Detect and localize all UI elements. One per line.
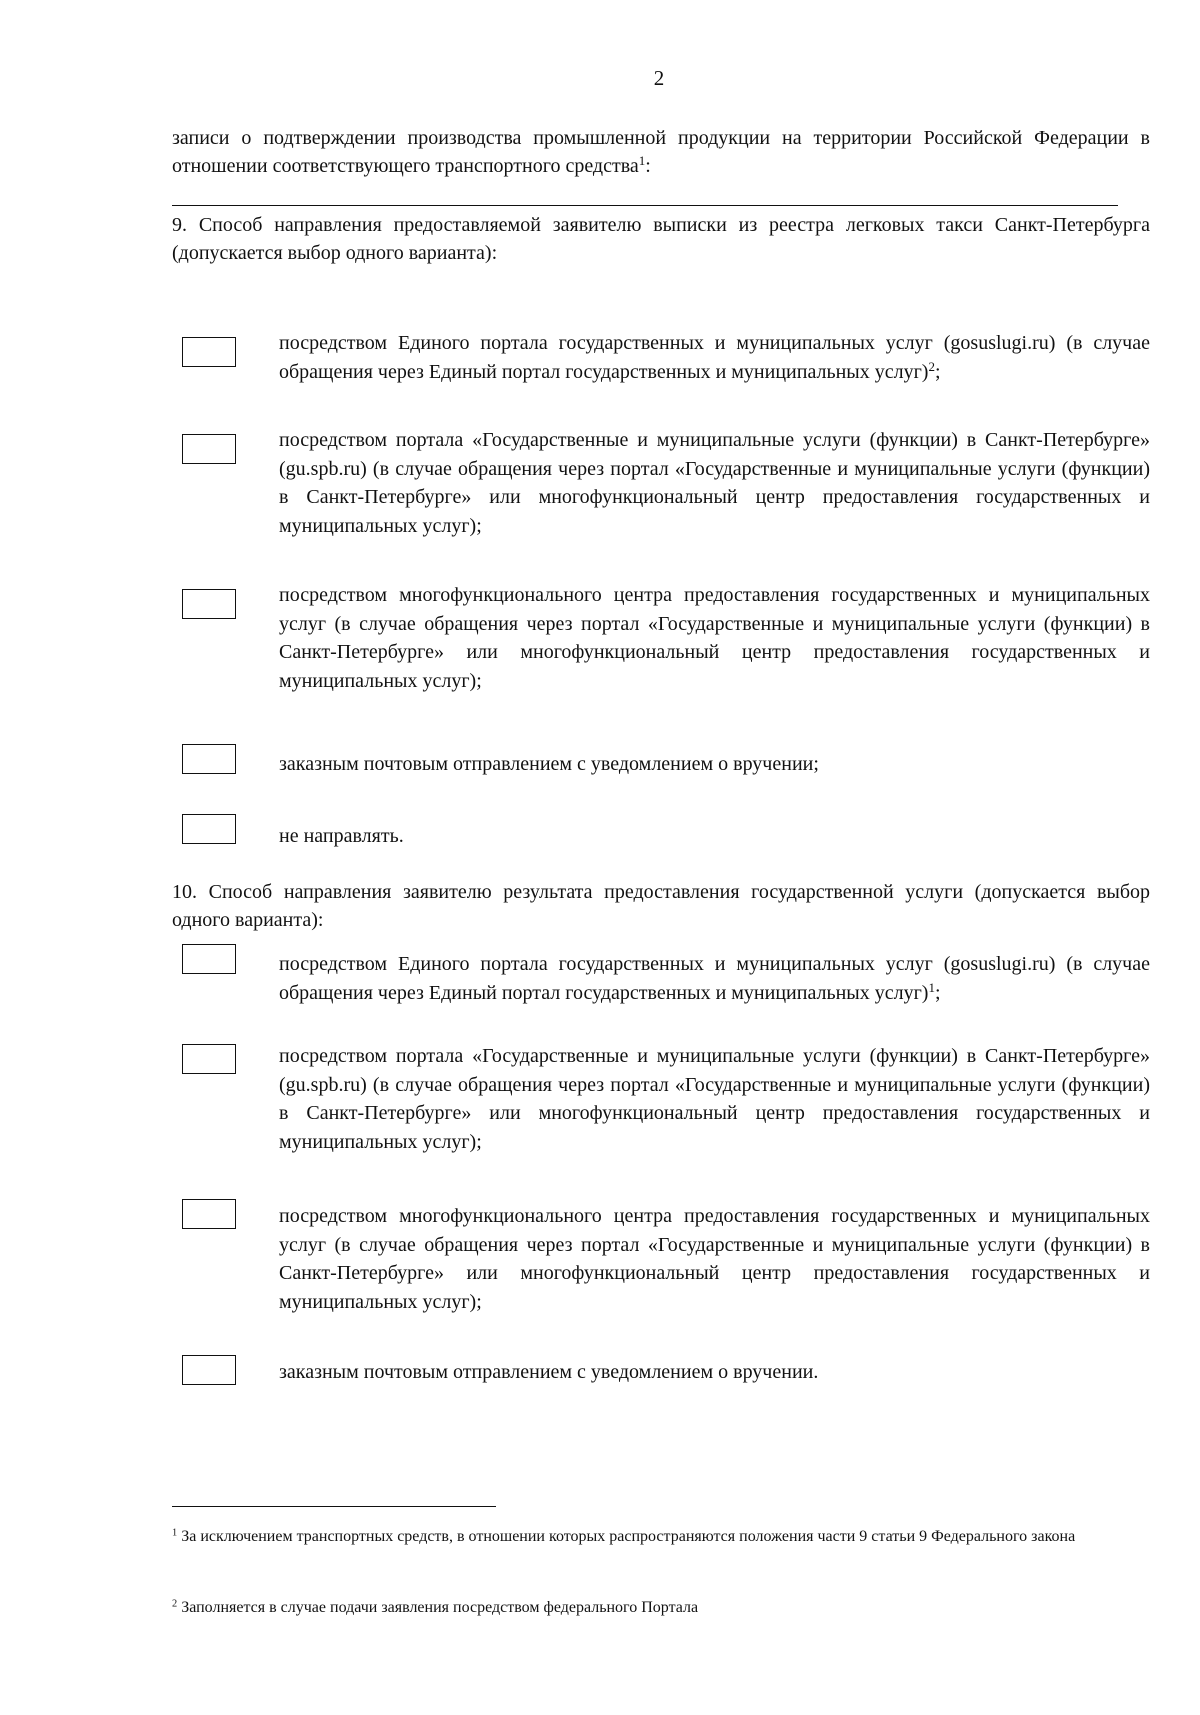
option-label: посредством портала «Государственные и муниципальные услуги (функции) в Санкт-Петербурге» (gu.spb.ru) (в случае обращения через портал «Государственные и муниципальные услуги (функции) в Санкт-Петербурге» или многофункциональный центр предоставления государственных и муниципальных услуг); — [279, 1045, 1150, 1153]
intro-text: записи о подтверждении производства промышленной продукции на территории Российской Федерации в отношении соответствующего транспортного средства — [172, 127, 1150, 177]
option-label: посредством Единого портала государственных и муниципальных услуг (gosuslugi.ru) (в случае обращения через Единый портал государственных и муниципальных услуг)$^1$; — [279, 953, 1150, 1004]
option-label: заказным почтовым отправлением с уведомлением о вручении; — [279, 753, 819, 775]
checkbox[interactable] — [182, 1355, 236, 1385]
footnote-ref: 2 — [928, 358, 935, 374]
page-number: 2 — [653, 66, 665, 90]
option-label: посредством многофункционального центра предоставления государственных и муниципальных услуг (в случае обращения через портал «Государственные и муниципальные услуги (функции) в Санкт-Петербурге» или многофункциональный центр предоставления государственных и муниципальных услуг); — [279, 584, 1150, 692]
intro-tail: : — [645, 155, 651, 177]
footnote-separator — [172, 1506, 496, 1507]
footnote-ref: 1 — [928, 979, 935, 995]
option-label: посредством портала «Государственные и муниципальные услуги (функции) в Санкт-Петербурге» (gu.spb.ru) (в случае обращения через портал «Государственные и муниципальные услуги (функции) в Санкт-Петербурге» или многофункциональный центр предоставления государственных и муниципальных услуг); — [279, 429, 1150, 537]
checkbox[interactable] — [182, 944, 236, 974]
checkbox[interactable] — [182, 814, 236, 844]
checkbox[interactable] — [182, 589, 236, 619]
footnote-2: $^2$ Заполняется в случае подачи заявления посредством федерального Портала — [172, 1598, 699, 1616]
section-10-heading: 10. Способ направления заявителю результата предоставления государственной услуги (допускается выбор одного варианта): — [172, 881, 1150, 931]
checkbox[interactable] — [182, 1199, 236, 1229]
footnote-mark: 2 — [172, 1598, 178, 1610]
checkbox[interactable] — [182, 1044, 236, 1074]
option-label: не направлять. — [279, 825, 404, 847]
section-9-heading: 9. Способ направления предоставляемой заявителю выписки из реестра легковых такси Санкт-Петербурга (допускается выбор одного варианта): — [172, 214, 1150, 264]
option-label: заказным почтовым отправлением с уведомлением о вручении. — [279, 1361, 819, 1383]
option-label: посредством Единого портала государственных и муниципальных услуг (gosuslugi.ru) (в случае обращения через Единый портал государственных и муниципальных услуг)$^2$; — [279, 332, 1150, 383]
option-label: посредством многофункционального центра предоставления государственных и муниципальных услуг (в случае обращения через портал «Государственные и муниципальные услуги (функции) в Санкт-Петербурге» или многофункциональный центр предоставления государственных и муниципальных услуг); — [279, 1205, 1150, 1313]
footnote-ref: 1 — [638, 152, 646, 168]
intro-paragraph — [172, 124, 1150, 180]
checkbox[interactable] — [182, 744, 236, 774]
fill-in-line[interactable] — [172, 205, 1118, 206]
footnote-1: $^1$ За исключением транспортных средств, в отношении которых распространяются положения части 9 статьи 9 Федерального закона — [172, 1527, 1076, 1545]
checkbox[interactable] — [182, 434, 236, 464]
footnote-mark: 1 — [172, 1527, 178, 1539]
checkbox[interactable] — [182, 337, 236, 367]
